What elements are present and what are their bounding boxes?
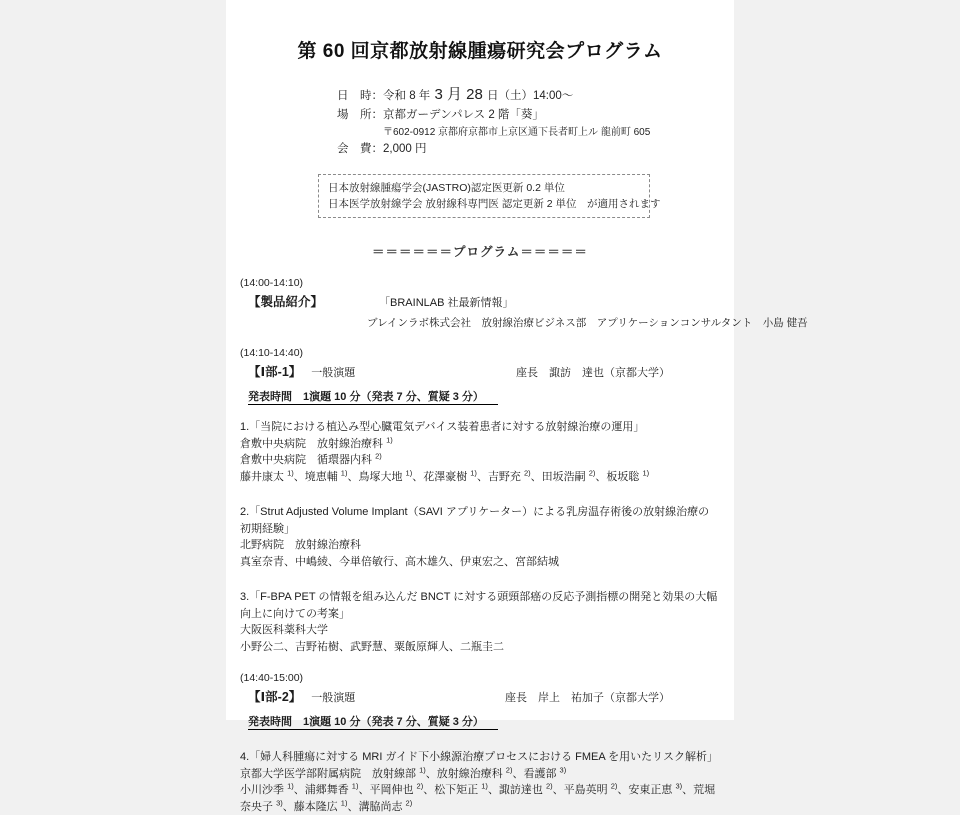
presentation-note: 発表時間 1演題 10 分（発表 7 分、質疑 3 分） (248, 713, 498, 730)
venue-label: 場 所： (337, 109, 383, 121)
datetime-day: 3 月 28 (430, 86, 487, 103)
document-page (226, 0, 808, 813)
fee-label: 会 費： (337, 143, 383, 155)
fee-amount: 2,000 円 (383, 143, 427, 155)
item-authors: 小川沙季 $^{1)}$、浦郷舞香 $^{1)}$、平岡伸也 $^{2)}$、松下矩正 $^{1)}$、諏訪達也 $^{2)}$、平島英明 $^{2)}$、安東正恵 $^{3)}$、荒堀奈央子 $^{3)}$、藤本隆広 $^{1)}$、溝脇尚志 $^{2)}$ (240, 781, 716, 813)
program-item-1 (240, 419, 720, 485)
session-heading: 【Ⅰ部-1】 (248, 365, 302, 379)
program-divider: ＝＝＝＝＝＝プログラム＝＝＝＝＝ (372, 245, 588, 259)
item-authors: 小野公二、吉野祐樹、武野慧、粟飯原輝人、二瓶圭二 (240, 640, 504, 653)
session-product-intro (240, 277, 808, 330)
session-talk-title: 「BRAINLAB 社最新情報」 (379, 297, 514, 309)
session-heading: 【Ⅰ部-2】 (248, 690, 302, 704)
datetime-label: 日 時： (337, 90, 383, 102)
session-heading: 【製品紹介】 (248, 295, 324, 309)
item-affiliation: 倉敷中央病院 循環器内科 $^{2)}$ (240, 451, 382, 466)
session-chair: 座長 諏訪 達也（京都大学） (516, 367, 670, 379)
item-title: 1.「当院における植込み型心臓電気デバイス装着患者に対する放射線治療の運用」 (240, 421, 645, 433)
item-affiliation: 北野病院 放射線治療科 (240, 539, 361, 551)
item-authors: 真室奈青、中嶋綾、今単倍敏行、高木雄久、伊東宏之、宮部結城 (240, 555, 559, 568)
item-title: 4.「婦人科腫瘍に対する MRI ガイド下小線源治療プロセスにおける FMEA を用いたリスク解析」 (240, 751, 718, 763)
session-part1-2 (240, 672, 720, 815)
session-time: (14:40-15:00) (240, 672, 304, 684)
item-title: 2.「Strut Adjusted Volume Implant（SAVI アプリケーター）による乳房温存術後の放射線治療の初期経験」 (240, 506, 710, 535)
item-affiliation: 大阪医科薬科大学 (240, 624, 328, 636)
session-subheading: 一般演題 (311, 367, 356, 379)
presentation-note: 発表時間 1演題 10 分（発表 7 分、質疑 3 分） (248, 388, 498, 405)
session-part1-1 (240, 347, 720, 655)
session-time: (14:00-14:10) (240, 277, 304, 289)
item-authors: 藤井康太 $^{1)}$、境恵輔 $^{1)}$、鳥塚大地 $^{1)}$、花澤豪樹 $^{1)}$、吉野充 $^{2)}$、田坂浩嗣 $^{2)}$、板坂聡 $^{1)}$ (240, 467, 650, 483)
event-fee (337, 140, 720, 159)
program-item-4 (240, 749, 720, 815)
document-title: 第 60 回京都放射線腫瘍研究会プログラム (297, 41, 663, 62)
session-chair: 座長 岸上 祐加子（京都大学） (505, 692, 670, 704)
item-affiliation: 京都大学医学部附属病院 放射線部 $^{1)}$、放射線治療科 $^{2)}$、看護部 $^{3)}$ (240, 764, 567, 780)
certification-line-1: 日本放射線腫瘍学会(JASTRO)認定医更新 0.2 単位 (328, 182, 565, 194)
program-item-2 (240, 504, 720, 570)
session-subheading: 一般演題 (311, 692, 356, 704)
session-time: (14:10-14:40) (240, 347, 304, 359)
item-title: 3.「F-BPA PET の情報を組み込んだ BNCT に対する頭頸部癌の反応予測指標の開発と効果の大幅向上に向けての考案」 (240, 591, 718, 620)
certification-box (318, 174, 661, 218)
session-speaker: ブレインラボ株式会社 放射線治療ビジネス部 アプリケーションコンサルタント 小島 健吾 (367, 317, 808, 329)
session-heading-row (240, 687, 720, 705)
session-heading-row (240, 362, 720, 380)
event-datetime (337, 85, 720, 106)
event-venue (337, 106, 720, 125)
venue-address: 〒602-0912 京都府京都市上京区通下長者町上ル 龍前町 605 (383, 127, 651, 138)
event-info (337, 85, 720, 159)
presentation-note-wrap (248, 712, 720, 730)
program-item-3 (240, 589, 720, 655)
certification-line-2: 日本医学放射線学会 放射線科専門医 認定更新 2 単位 が適用されます (328, 198, 661, 210)
presentation-note-wrap (248, 387, 720, 405)
venue-name: 京都ガーデンパレス 2 階「葵」 (383, 109, 544, 121)
session-heading-row (240, 292, 720, 310)
item-affiliation: 倉敷中央病院 放射線治療科 $^{1)}$ (240, 434, 393, 450)
datetime-post: 日（土）14:00～ (487, 90, 574, 102)
datetime-pre: 令和 8 年 (383, 90, 431, 102)
